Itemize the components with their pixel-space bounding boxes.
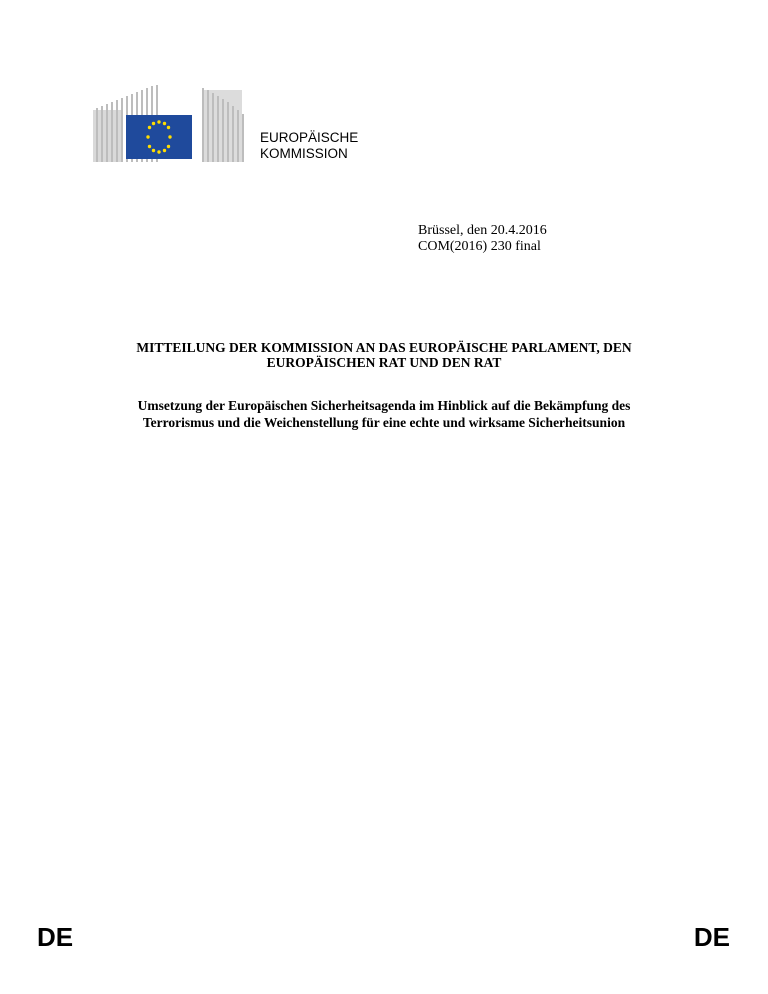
document-meta bbox=[418, 223, 547, 255]
building-right-wing bbox=[202, 88, 244, 162]
document-title-line1: MITTEILUNG DER KOMMISSION AN DAS EUROPÄISCHE PARLAMENT, DEN bbox=[136, 340, 632, 355]
language-code-right: DE bbox=[693, 922, 730, 952]
organization-name bbox=[260, 130, 358, 162]
document-reference: COM(2016) 230 final bbox=[418, 239, 541, 254]
document-title-line2: EUROPÄISCHEN RAT UND DEN RAT bbox=[266, 355, 502, 370]
language-code-left: DE bbox=[37, 922, 74, 952]
organization-name-line2: KOMMISSION bbox=[260, 146, 348, 161]
organization-name-line1: EUROPÄISCHE bbox=[260, 130, 359, 145]
document-subtitle-line2: Terrorismus und die Weichenstellung für eine echte und wirksame Sicherheitsunion bbox=[142, 415, 626, 430]
place-date: Brüssel, den 20.4.2016 bbox=[418, 223, 547, 238]
document-subtitle-line1: Umsetzung der Europäischen Sicherheitsagenda im Hinblick auf die Bekämpfung des bbox=[137, 398, 631, 413]
eu-commission-logo bbox=[90, 82, 250, 164]
eu-commission-building-icon bbox=[90, 82, 250, 164]
document-subtitle bbox=[60, 397, 708, 431]
document-title bbox=[60, 340, 708, 370]
